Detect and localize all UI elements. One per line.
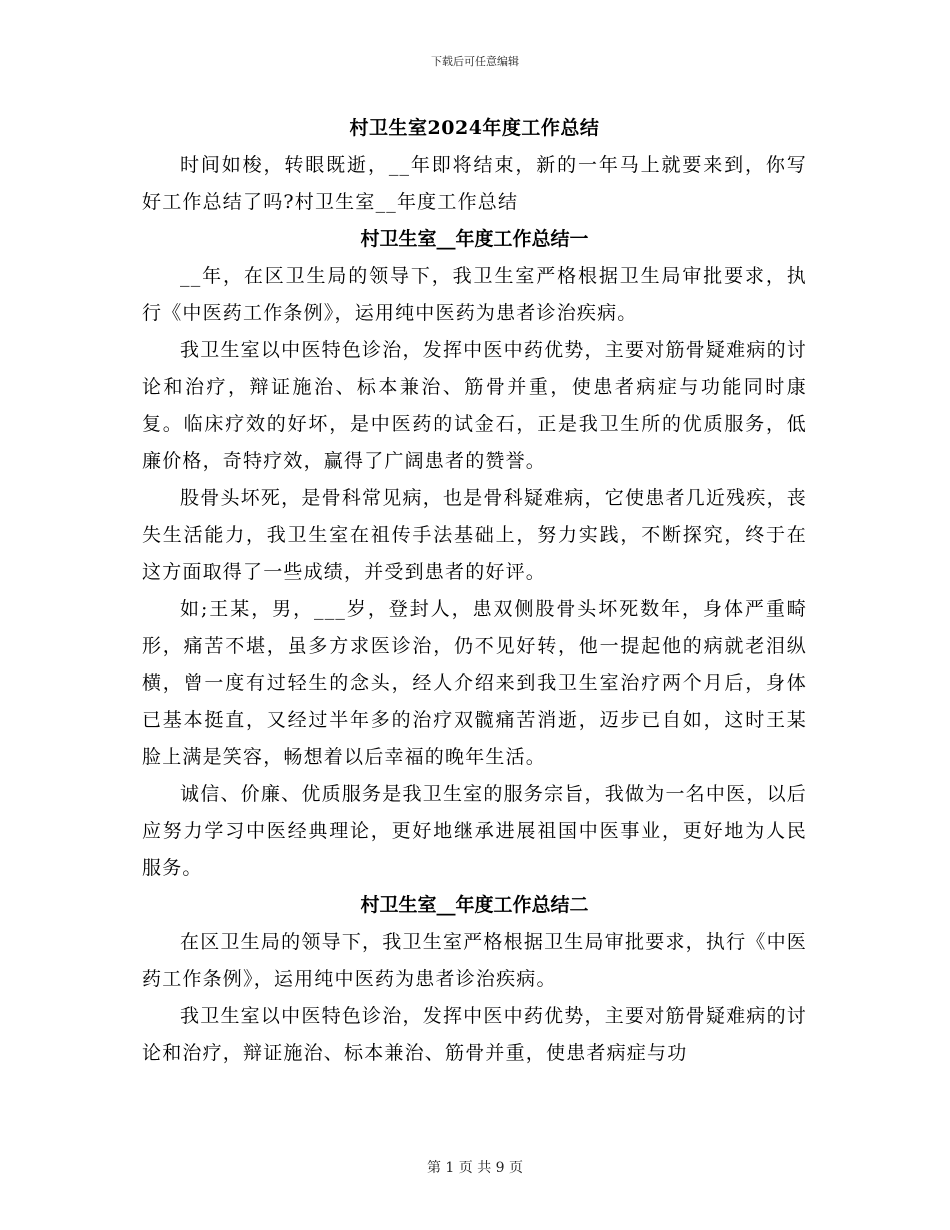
page-footer: 第 1 页 共 9 页 (426, 1160, 524, 1176)
section-2-paragraph: 在区卫生局的领导下，我卫生室严格根据卫生局审批要求，执行《中医药工作条例》，运用纯中医药为患者诊治疾病。 (142, 931, 807, 990)
section-1-paragraph: 如;王某，男，___岁，登封人，患双侧股骨头坏死数年，身体严重畸形，痛苦不堪，虽多方求医诊治，仍不见好转，他一提起他的病就老泪纵横，曾一度有过轻生的念头，经人介绍来到我卫生室治疗两个月后，身体已基本挺直，又经过半年多的治疗双髋痛苦消逝，迈步已自如，这时王某脸上满是笑容，畅想着以后幸福的晚年生活。 (142, 598, 807, 768)
document-title: 村卫生室2024年度工作总结 (349, 117, 600, 139)
section-1-paragraph: 我卫生室以中医特色诊治，发挥中医中药优势，主要对筋骨疑难病的讨论和治疗，辩证施治、标本兼治、筋骨并重，使患者病症与功能同时康复。临床疗效的好坏，是中医药的试金石，正是我卫生所的优质服务，低廉价格，奇特疗效，赢得了广阔患者的赞誉。 (142, 339, 807, 472)
section-2-paragraph: 我卫生室以中医特色诊治，发挥中医中药优势，主要对筋骨疑难病的讨论和治疗，辩证施治、标本兼治、筋骨并重，使患者病症与功 (142, 1005, 807, 1064)
section-1-heading: 村卫生室__年度工作总结一 (360, 228, 589, 250)
section-1-paragraph: 诚信、价廉、优质服务是我卫生室的服务宗旨，我做为一名中医，以后应努力学习中医经典理论，更好地继承进展祖国中医事业，更好地为人民服务。 (142, 783, 807, 879)
section-1-paragraph: 股骨头坏死，是骨科常见病，也是骨科疑难病，它使患者几近残疾，丧失生活能力，我卫生室在祖传手法基础上，努力实践，不断探究，终于在这方面取得了一些成绩，并受到患者的好评。 (142, 487, 807, 583)
header-note: 下载后可任意编辑 (431, 55, 519, 68)
section-1-paragraph: __年，在区卫生局的领导下，我卫生室严格根据卫生局审批要求，执行《中医药工作条例》，运用纯中医药为患者诊治疾病。 (142, 265, 807, 324)
intro-paragraph: 时间如梭，转眼既逝，__年即将结束，新的一年马上就要来到，你写好工作总结了吗?村卫生室__年度工作总结 (142, 154, 807, 213)
section-2-heading: 村卫生室__年度工作总结二 (360, 894, 589, 916)
document-body (142, 110, 807, 1072)
